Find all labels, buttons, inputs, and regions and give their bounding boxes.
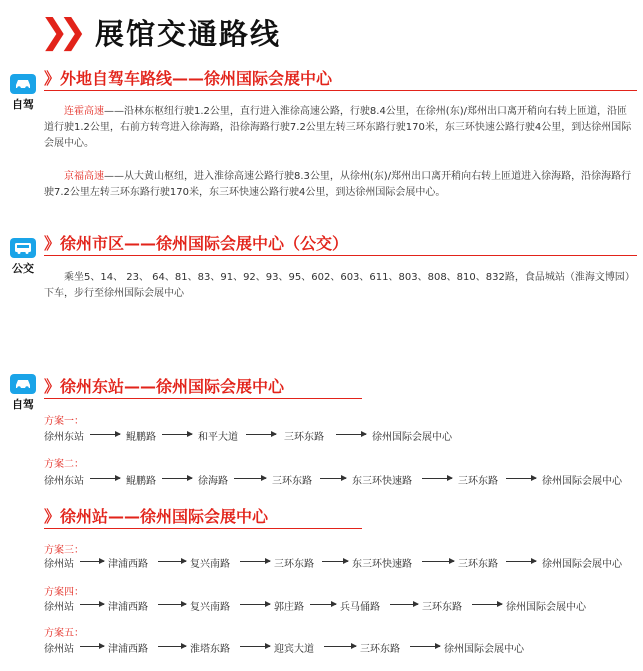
route-stop: 津浦西路 bbox=[108, 644, 148, 655]
plan-label: 方案五： bbox=[44, 628, 84, 639]
route-stop: 徐州站 bbox=[44, 644, 74, 655]
arrow-right-icon bbox=[390, 604, 418, 605]
route-paragraph-lianhuo: 连霍高速——沿林东枢纽行驶1.2公里，直行进入淮徐高速公路，行驶8.4公里，在徐州(东)/郑州出口离开稍向右转上匝道，沿匝道行驶1.2公里，右前方转弯进入徐海路，沿徐海路行驶7.2公里左转三环东路行驶170米，东三环快速公路行驶4公里，到达徐州国际会展中心。 bbox=[44, 106, 632, 149]
arrow-right-icon bbox=[240, 604, 270, 605]
arrow-right-icon bbox=[472, 604, 502, 605]
route-stop: 鲲鹏路 bbox=[126, 476, 156, 487]
route-stop: 徐州国际会展中心 bbox=[542, 476, 622, 487]
highway-name: 连霍高速 bbox=[64, 106, 104, 117]
section-heading-xuzhou-station: 》徐州站——徐州国际会展中心 bbox=[44, 504, 637, 526]
arrow-right-icon bbox=[90, 434, 120, 435]
arrow-right-icon bbox=[506, 561, 536, 562]
route-stop: 三环东路 bbox=[360, 644, 400, 655]
arrow-right-icon bbox=[158, 561, 186, 562]
route-stop: 徐州国际会展中心 bbox=[506, 602, 586, 613]
route-stop: 迎宾大道 bbox=[274, 644, 314, 655]
arrow-right-icon bbox=[506, 478, 536, 479]
divider bbox=[44, 90, 637, 91]
page-title: ❯❯ 展馆交通路线 bbox=[40, 12, 281, 52]
route-paragraph-jingfu: 京福高速——从大黄山枢纽，进入淮徐高速公路行驶8.3公里，从徐州(东)/郑州出口离开稍向右转上匝道进入徐海路，沿徐海路行驶7.2公里左转三环东路行驶170米，东三环快速公路行驶4公里，到达徐州国际会展中心。 bbox=[44, 171, 632, 198]
route-stop: 三环东路 bbox=[422, 602, 462, 613]
arrow-right-icon bbox=[80, 604, 104, 605]
route-stop: 复兴南路 bbox=[190, 602, 230, 613]
arrow-right-icon bbox=[336, 434, 366, 435]
car-icon bbox=[10, 374, 36, 394]
arrow-right-icon bbox=[80, 561, 104, 562]
route-stop: 三环东路 bbox=[458, 559, 498, 570]
section-heading-out-of-town: 》外地自驾车路线——徐州国际会展中心 bbox=[44, 66, 637, 88]
route-stop: 三环东路 bbox=[458, 476, 498, 487]
route-stop: 三环东路 bbox=[284, 432, 324, 443]
plan-label: 方案四： bbox=[44, 587, 84, 598]
route-stop: 复兴南路 bbox=[190, 559, 230, 570]
arrow-right-icon bbox=[158, 646, 186, 647]
plan-label: 方案三： bbox=[44, 545, 84, 556]
bus-icon bbox=[10, 238, 36, 258]
car-icon-block: 自驾 bbox=[6, 74, 40, 112]
bus-routes-paragraph: 乘坐5、14、 23、 64、81、83、91、92、93、95、602、603、611、803、808、810、832路，食品城站（淮海文博园）下车，步行至徐州国际会展中心 bbox=[44, 272, 635, 299]
arrow-right-icon bbox=[240, 561, 270, 562]
route-stop: 徐州国际会展中心 bbox=[444, 644, 524, 655]
route-stop: 东三环快速路 bbox=[352, 476, 412, 487]
double-chevron-icon: ❯❯ bbox=[40, 12, 77, 52]
plan-label: 方案二： bbox=[44, 459, 84, 470]
route-stop: 鲲鹏路 bbox=[126, 432, 156, 443]
highway-name: 京福高速 bbox=[64, 171, 104, 182]
arrow-right-icon bbox=[158, 604, 186, 605]
route-stop: 兵马俑路 bbox=[340, 602, 380, 613]
arrow-right-icon bbox=[422, 478, 452, 479]
route-stop: 徐州东站 bbox=[44, 432, 84, 443]
divider bbox=[44, 528, 362, 529]
route-stop: 徐海路 bbox=[198, 476, 228, 487]
arrow-right-icon bbox=[240, 646, 270, 647]
divider bbox=[44, 255, 637, 256]
arrow-right-icon bbox=[320, 478, 346, 479]
section-heading-city-bus: 》徐州市区——徐州国际会展中心（公交） bbox=[44, 231, 637, 253]
bus-icon-block: 公交 bbox=[6, 238, 40, 276]
route-stop: 徐州国际会展中心 bbox=[542, 559, 622, 570]
divider bbox=[44, 398, 362, 399]
route-stop: 徐州站 bbox=[44, 559, 74, 570]
arrow-right-icon bbox=[310, 604, 336, 605]
route-stop: 和平大道 bbox=[198, 432, 238, 443]
arrow-right-icon bbox=[422, 561, 454, 562]
route-stop: 三环东路 bbox=[272, 476, 312, 487]
route-stop: 东三环快速路 bbox=[352, 559, 412, 570]
plan-label: 方案一： bbox=[44, 416, 84, 427]
car-icon bbox=[10, 74, 36, 94]
route-stop: 津浦西路 bbox=[108, 602, 148, 613]
arrow-right-icon bbox=[324, 646, 356, 647]
route-stop: 徐州国际会展中心 bbox=[372, 432, 452, 443]
arrow-right-icon bbox=[234, 478, 266, 479]
route-stop: 徐州东站 bbox=[44, 476, 84, 487]
route-stop: 三环东路 bbox=[274, 559, 314, 570]
arrow-right-icon bbox=[322, 561, 348, 562]
route-stop: 郭庄路 bbox=[274, 602, 304, 613]
arrow-right-icon bbox=[90, 478, 120, 479]
arrow-right-icon bbox=[80, 646, 104, 647]
car-icon-block: 自驾 bbox=[6, 374, 40, 412]
route-stop: 津浦西路 bbox=[108, 559, 148, 570]
arrow-right-icon bbox=[162, 434, 192, 435]
arrow-right-icon bbox=[410, 646, 440, 647]
route-stop: 淮塔东路 bbox=[190, 644, 230, 655]
arrow-right-icon bbox=[246, 434, 276, 435]
section-heading-xuzhou-east: 》徐州东站——徐州国际会展中心 bbox=[44, 374, 637, 396]
arrow-right-icon bbox=[162, 478, 192, 479]
route-stop: 徐州站 bbox=[44, 602, 74, 613]
